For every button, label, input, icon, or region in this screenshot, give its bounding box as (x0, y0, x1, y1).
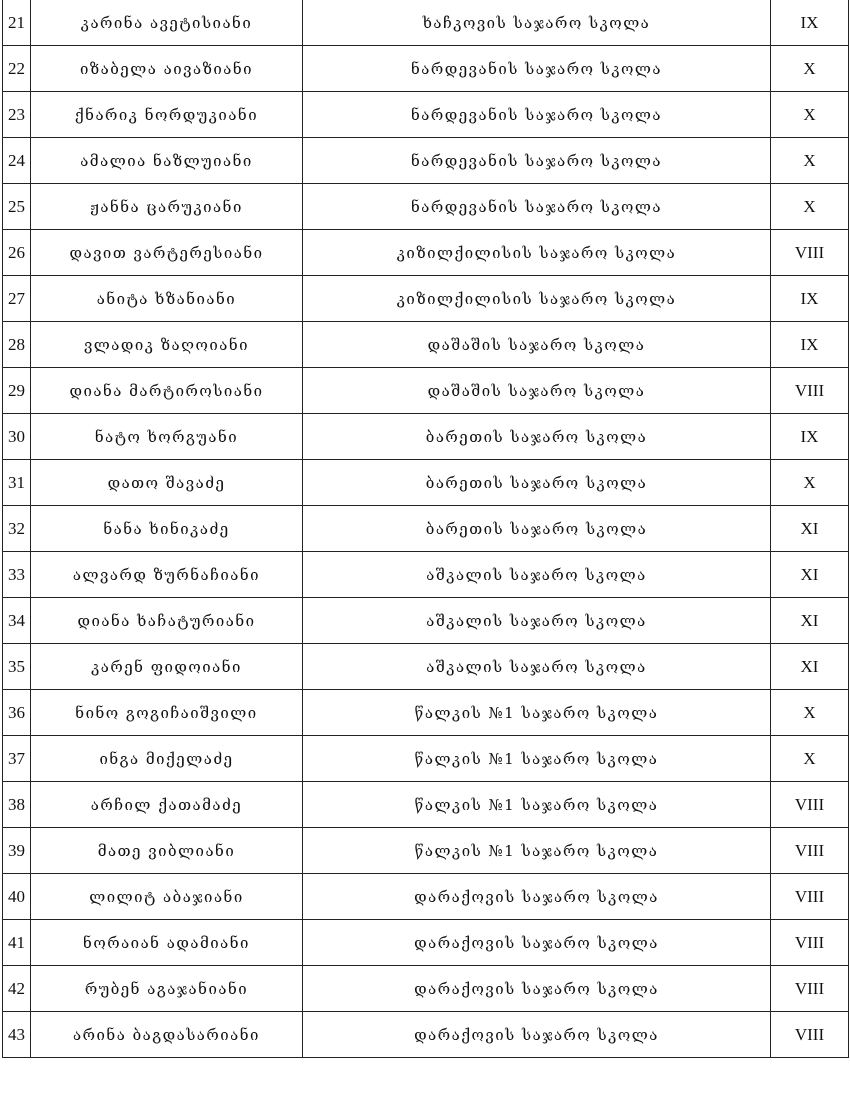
table-row (3, 92, 849, 138)
grade-level: IX (771, 414, 849, 460)
student-name: მათე ვიბლიანი (31, 828, 303, 874)
grade-level: VIII (771, 920, 849, 966)
table-row (3, 644, 849, 690)
student-name: კარენ ფიდოიანი (31, 644, 303, 690)
row-number: 24 (3, 138, 31, 184)
table-row (3, 368, 849, 414)
row-number: 40 (3, 874, 31, 920)
table-row (3, 46, 849, 92)
school-name: კიზილქილისის საჯარო სკოლა (303, 276, 771, 322)
student-name: ნატო ხორგუანი (31, 414, 303, 460)
row-number: 35 (3, 644, 31, 690)
table-row (3, 460, 849, 506)
school-name: ხაჩკოვის საჯარო სკოლა (303, 0, 771, 46)
row-number: 42 (3, 966, 31, 1012)
student-name: რუბენ აგაჯანიანი (31, 966, 303, 1012)
table-row (3, 598, 849, 644)
table-row (3, 920, 849, 966)
student-name: ჟანნა ცარუკიანი (31, 184, 303, 230)
grade-level: VIII (771, 966, 849, 1012)
grade-level: X (771, 736, 849, 782)
row-number: 21 (3, 0, 31, 46)
school-name: აშკალის საჯარო სკოლა (303, 552, 771, 598)
row-number: 43 (3, 1012, 31, 1058)
grade-level: X (771, 138, 849, 184)
table-row (3, 506, 849, 552)
student-name: ვლადიკ ზაღოიანი (31, 322, 303, 368)
grade-level: VIII (771, 782, 849, 828)
grade-level: X (771, 460, 849, 506)
row-number: 38 (3, 782, 31, 828)
grade-level: XI (771, 552, 849, 598)
school-name: წალკის №1 საჯარო სკოლა (303, 782, 771, 828)
table-row (3, 874, 849, 920)
grade-level: VIII (771, 368, 849, 414)
school-name: დაშაშის საჯარო სკოლა (303, 322, 771, 368)
grade-level: IX (771, 322, 849, 368)
table-row (3, 782, 849, 828)
row-number: 22 (3, 46, 31, 92)
row-number: 34 (3, 598, 31, 644)
row-number: 32 (3, 506, 31, 552)
row-number: 29 (3, 368, 31, 414)
student-roster-table (2, 0, 849, 1058)
student-name: დიანა მარტიროსიანი (31, 368, 303, 414)
school-name: დარაქოვის საჯარო სკოლა (303, 1012, 771, 1058)
grade-level: XI (771, 598, 849, 644)
table-row (3, 552, 849, 598)
table-row (3, 138, 849, 184)
table-row (3, 230, 849, 276)
school-name: ბარეთის საჯარო სკოლა (303, 460, 771, 506)
row-number: 33 (3, 552, 31, 598)
school-name: კიზილქილისის საჯარო სკოლა (303, 230, 771, 276)
student-name: არჩილ ქათამაძე (31, 782, 303, 828)
school-name: ნარდევანის საჯარო სკოლა (303, 46, 771, 92)
student-name: კარინა ავეტისიანი (31, 0, 303, 46)
school-name: წალკის №1 საჯარო სკოლა (303, 828, 771, 874)
grade-level: IX (771, 0, 849, 46)
grade-level: X (771, 690, 849, 736)
student-name: არინა ბაგდასარიანი (31, 1012, 303, 1058)
student-name: დავით ვარტერესიანი (31, 230, 303, 276)
row-number: 36 (3, 690, 31, 736)
school-name: წალკის №1 საჯარო სკოლა (303, 736, 771, 782)
student-name: დათო შავაძე (31, 460, 303, 506)
school-name: ბარეთის საჯარო სკოლა (303, 506, 771, 552)
grade-level: X (771, 92, 849, 138)
student-name: ამალია ნაზლუიანი (31, 138, 303, 184)
grade-level: IX (771, 276, 849, 322)
school-name: აშკალის საჯარო სკოლა (303, 644, 771, 690)
table-row (3, 828, 849, 874)
grade-level: X (771, 184, 849, 230)
student-name: ლილიტ აბაჯიანი (31, 874, 303, 920)
student-name: იზაბელა აივაზიანი (31, 46, 303, 92)
row-number: 23 (3, 92, 31, 138)
school-name: დაშაშის საჯარო სკოლა (303, 368, 771, 414)
student-name: დიანა ხაჩატურიანი (31, 598, 303, 644)
table-row (3, 276, 849, 322)
row-number: 30 (3, 414, 31, 460)
grade-level: X (771, 46, 849, 92)
student-name: ანიტა ხზანიანი (31, 276, 303, 322)
row-number: 37 (3, 736, 31, 782)
table-row (3, 736, 849, 782)
grade-level: VIII (771, 828, 849, 874)
table-row (3, 184, 849, 230)
row-number: 28 (3, 322, 31, 368)
grade-level: VIII (771, 1012, 849, 1058)
grade-level: XI (771, 644, 849, 690)
roster-body (3, 0, 849, 1058)
table-row (3, 0, 849, 46)
row-number: 39 (3, 828, 31, 874)
row-number: 41 (3, 920, 31, 966)
grade-level: XI (771, 506, 849, 552)
school-name: აშკალის საჯარო სკოლა (303, 598, 771, 644)
table-row (3, 690, 849, 736)
grade-level: VIII (771, 230, 849, 276)
student-name: ნორაიან ადამიანი (31, 920, 303, 966)
school-name: დარაქოვის საჯარო სკოლა (303, 966, 771, 1012)
student-name: ნანა ხინიკაძე (31, 506, 303, 552)
row-number: 26 (3, 230, 31, 276)
grade-level: VIII (771, 874, 849, 920)
row-number: 31 (3, 460, 31, 506)
school-name: წალკის №1 საჯარო სკოლა (303, 690, 771, 736)
school-name: ნარდევანის საჯარო სკოლა (303, 138, 771, 184)
school-name: დარაქოვის საჯარო სკოლა (303, 920, 771, 966)
table-row (3, 966, 849, 1012)
school-name: დარაქოვის საჯარო სკოლა (303, 874, 771, 920)
student-name: ქნარიკ ნორდუკიანი (31, 92, 303, 138)
school-name: ბარეთის საჯარო სკოლა (303, 414, 771, 460)
table-row (3, 414, 849, 460)
table-row (3, 322, 849, 368)
row-number: 25 (3, 184, 31, 230)
row-number: 27 (3, 276, 31, 322)
student-name: ნინო გოგიჩაიშვილი (31, 690, 303, 736)
student-name: ინგა მიქელაძე (31, 736, 303, 782)
school-name: ნარდევანის საჯარო სკოლა (303, 184, 771, 230)
school-name: ნარდევანის საჯარო სკოლა (303, 92, 771, 138)
student-name: ალვარდ ზურნაჩიანი (31, 552, 303, 598)
table-row (3, 1012, 849, 1058)
